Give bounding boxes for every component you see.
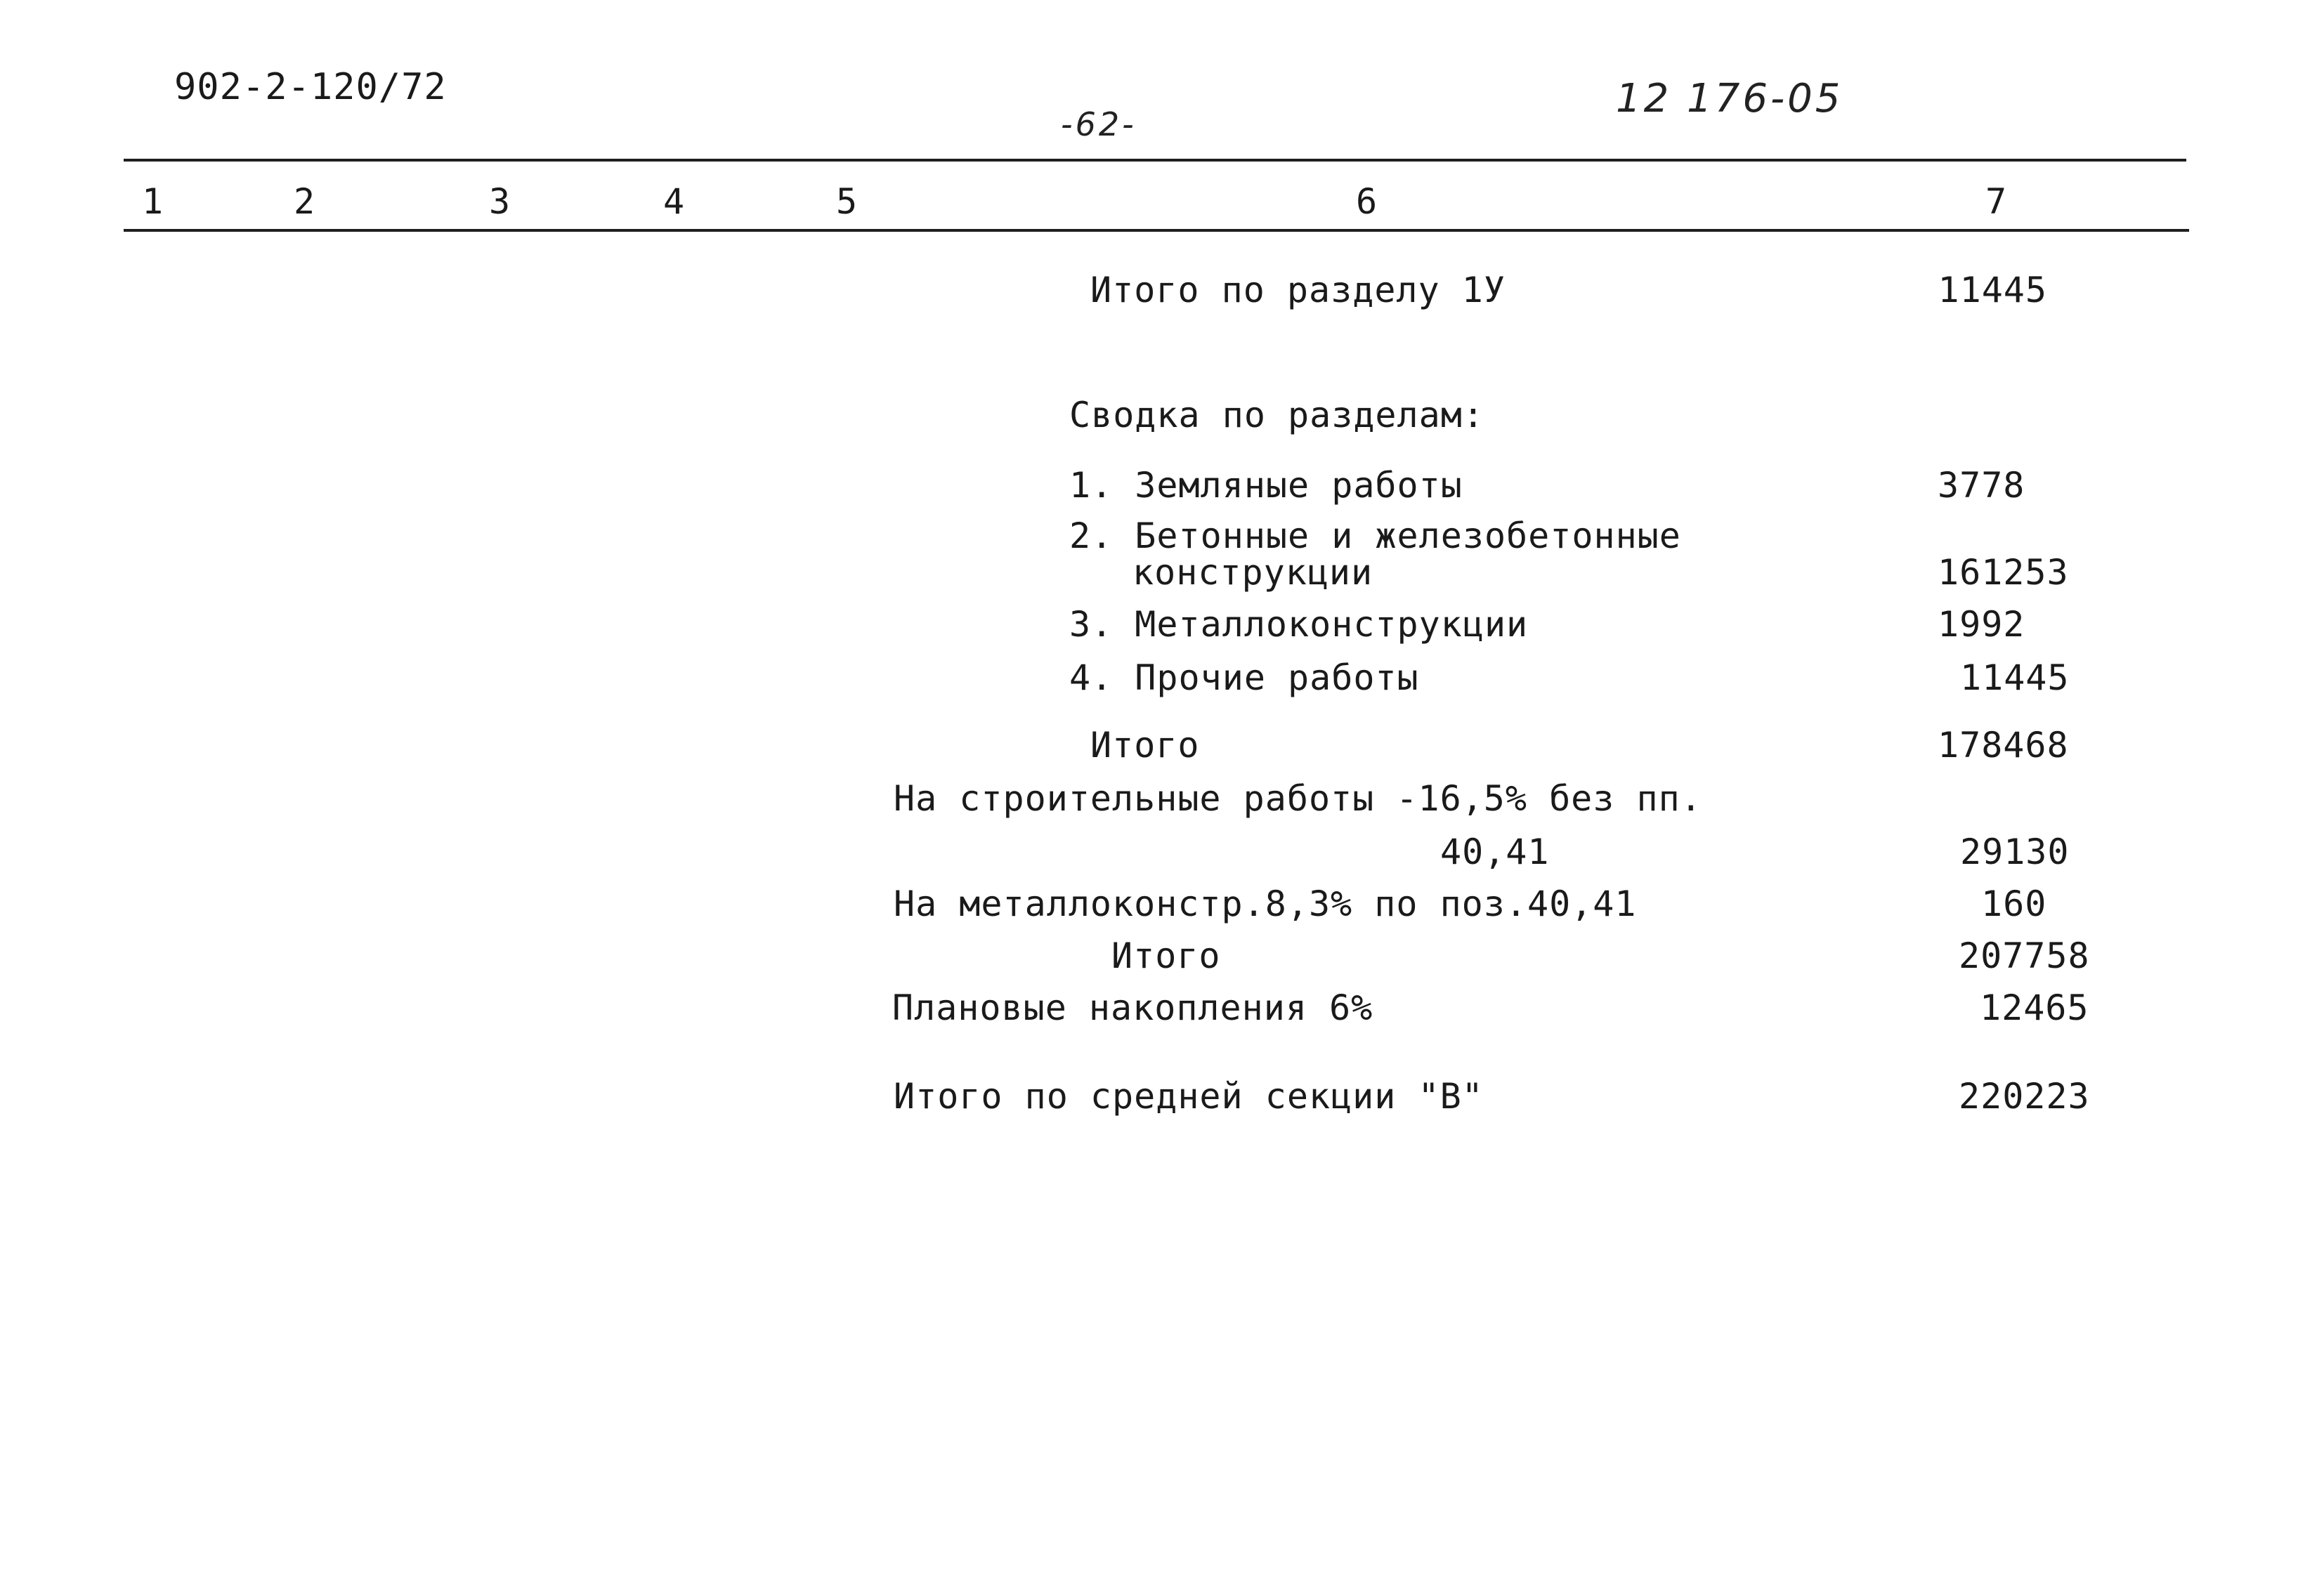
planned-savings-value: 12465: [1980, 987, 2089, 1028]
column-3-header: 3: [489, 181, 511, 222]
list-item-label: 3. Металлоконструкции: [1069, 604, 1529, 645]
planned-savings-label: Плановые накопления 6%: [892, 987, 1373, 1028]
metal-overhead-value: 160: [1981, 884, 2047, 924]
list-item-value: 3778: [1938, 465, 2025, 506]
column-5-header: 5: [836, 181, 859, 222]
subtotal-label: Итого: [1111, 935, 1221, 976]
column-1-header: 1: [142, 181, 164, 222]
list-item-value: 161253: [1938, 552, 2069, 593]
construction-overhead-value: 29130: [1960, 832, 2070, 872]
list-item-value: 1992: [1938, 604, 2025, 645]
list-item-label-continuation: конструкции: [1132, 552, 1373, 593]
grand-total-value: 220223: [1959, 1076, 2090, 1117]
list-item-label: 4. Прочие работы: [1069, 657, 1419, 698]
column-7-header: 7: [1985, 181, 2008, 222]
document-code: 902-2-120/72: [174, 66, 447, 108]
metal-overhead-label: На металлоконстр.8,3% по поз.40,41: [894, 884, 1637, 924]
column-6-header: 6: [1356, 181, 1378, 222]
total-label: Итого: [1090, 725, 1200, 766]
list-item-value: 11445: [1960, 657, 2070, 698]
subtotal-value: 207758: [1959, 935, 2090, 976]
summary-heading: Сводка по разделам:: [1069, 395, 1484, 435]
column-4-header: 4: [663, 181, 686, 222]
total-value: 178468: [1938, 725, 2069, 766]
grand-total-label: Итого по средней секции "В": [894, 1076, 1484, 1117]
construction-overhead-label: На строительные работы -16,5% без пп.: [894, 778, 1702, 819]
list-item-label: 2. Бетонные и железобетонные: [1069, 516, 1681, 556]
stamp-number: 12 176-05: [1616, 76, 1843, 122]
header-bottom-rule: [124, 229, 2189, 232]
page-number: -62-: [1061, 105, 1137, 143]
construction-overhead-label-continuation: 40,41: [1440, 832, 1550, 872]
section-total-value: 11445: [1938, 270, 2047, 310]
list-item-label: 1. Земляные работы: [1069, 465, 1463, 506]
column-2-header: 2: [294, 181, 316, 222]
section-total-label: Итого по разделу 1У: [1090, 270, 1506, 310]
header-top-rule: [124, 159, 2186, 162]
